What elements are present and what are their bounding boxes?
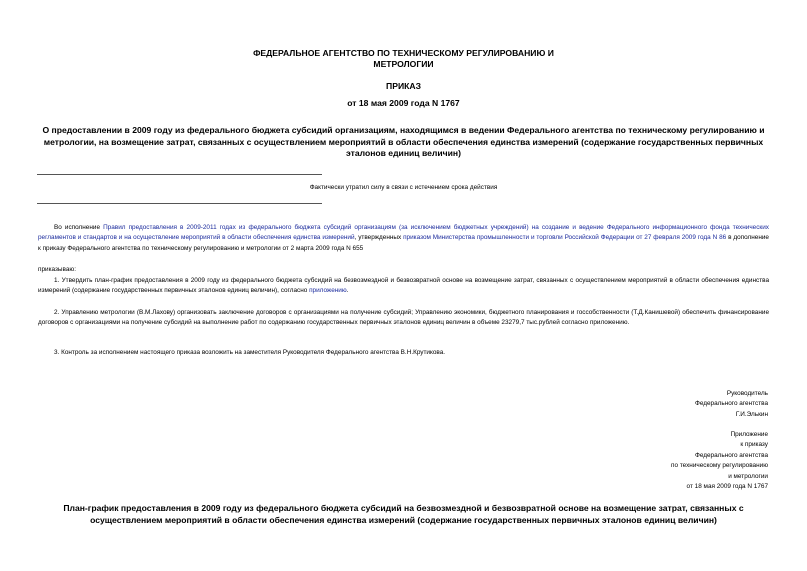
agency-line-1: ФЕДЕРАЛЬНОЕ АГЕНТСТВО ПО ТЕХНИЧЕСКОМУ РЕГУЛИРОВАНИЮ И (253, 48, 554, 58)
item-1 (38, 276, 769, 297)
item-1-end: . (346, 287, 349, 295)
preamble-paragraph (38, 223, 769, 254)
divider-bottom (37, 203, 322, 204)
appendix-block (671, 430, 768, 492)
appendix-line-4: по техническому регулированию (671, 462, 768, 470)
signature-block (695, 389, 768, 420)
divider-top (37, 174, 322, 175)
appendix-title: План-график предоставления в 2009 году из федерального бюджета субсидий на безвозмездной и безвозвратной основе на возмещение затрат, связанных с осуществлением мероприятий в области обеспечения единства измерений (содержание государственных первичных эталонов единиц величин) (63, 503, 744, 525)
doc-date: от 18 мая 2009 года N 1767 (347, 98, 460, 108)
signature-line-3: Г.И.Элькин (735, 410, 768, 418)
item-3: 3. Контроль за исполнением настоящего приказа возложить на заместителя Руководителя Федерального агентства В.Н.Крутикова. (54, 349, 446, 356)
appendix-line-2: к приказу (740, 441, 768, 449)
doc-type: ПРИКАЗ (386, 81, 421, 91)
status-note: Фактически утратил силу в связи с истечением срока действия (309, 184, 498, 191)
agency-line-2: МЕТРОЛОГИИ (373, 59, 434, 69)
appendix-line-6: от 18 мая 2009 года N 1767 (686, 483, 768, 491)
appendix-line-1: Приложение (730, 431, 768, 438)
item-1-text: 1. Утвердить план-график предоставления в 2009 году из федерального бюджета субсидий на безвозмездной и безвозвратной основе на возмещение затрат, связанных с осуществлением мероприятий в области обеспечения единства измерений (содержание государственных первичных эталонов единиц величин), согласно (38, 277, 769, 295)
preamble-tail: в дополнение к приказу Федерального агентства по техническому регулированию и метрологии от 2 марта 2009 года N 655 (38, 234, 769, 252)
preamble-mid: , утвержденных (354, 234, 404, 242)
agency-heading (0, 48, 807, 70)
page-title: О предоставлении в 2009 году из федерального бюджета субсидий организациям, находящимся в ведении Федерального агентства по техническому регулированию и метрологии, на возмещение затрат, связанных с осуществлением мероприятий в области обеспечения единства измерений (содержание государственных первичных эталонов единиц величин) (42, 125, 765, 158)
appendix-line-3: Федерального агентства (694, 451, 768, 459)
order-86-link[interactable]: приказом Министерства промышленности и торговли Российской Федерации от 27 февраля 2009 года N 86 (403, 234, 727, 242)
rules-link[interactable]: Правил предоставления в 2009-2011 годах из федерального бюджета субсидий организациям (за исключением бюджетных учреждений) на создание и ведение Федерального информационного фонда технических регламентов и стандартов и на осуществление мероприятий в области обеспечения единства измерений (38, 224, 769, 242)
signature-line-2: Федерального агентства (694, 400, 768, 408)
item-2: 2. Управлению метрологии (В.М.Лахову) организовать заключение договоров с организациями на получение субсидий; Управлению экономики, бюджетного планирования и госсобственности (Т.Д.Канишевой) обеспечить финансирование договоров с организациями на получение субсидий на выполнение работ по содержанию государственных первичных эталонов единиц величин в объеме 23279,7 тыс.рублей согласно приложению. (38, 309, 769, 327)
orders-word: приказываю: (38, 266, 76, 273)
appendix-line-5: и метрологии (728, 472, 768, 480)
appendix-link[interactable]: приложению (309, 287, 347, 295)
preamble-intro: Во исполнение (54, 224, 104, 231)
signature-line-1: Руководитель (726, 390, 768, 397)
